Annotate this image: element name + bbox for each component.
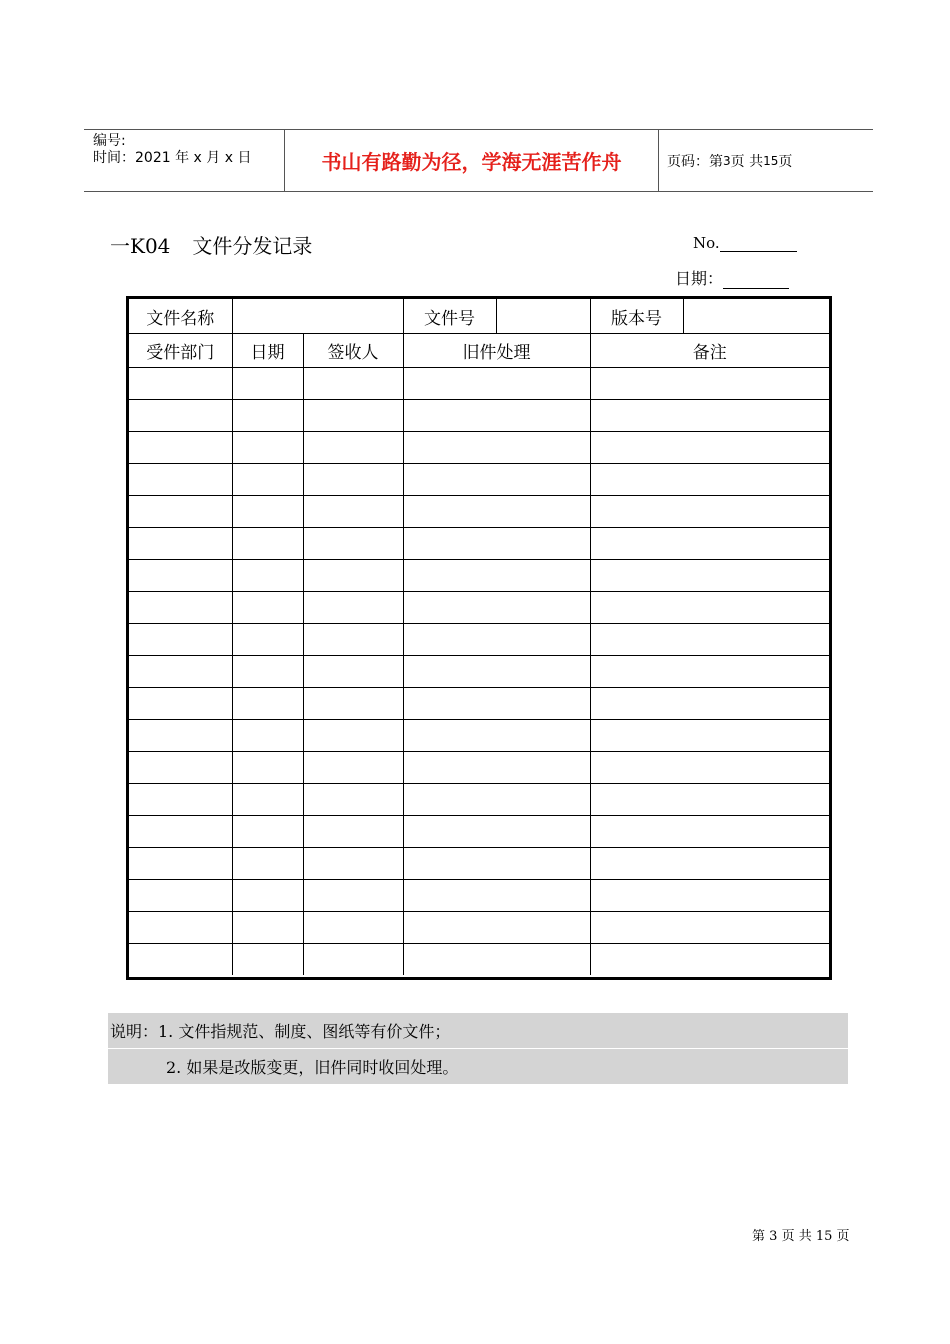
table-cell[interactable] bbox=[129, 560, 232, 592]
table-cell[interactable] bbox=[303, 560, 403, 592]
table-row bbox=[129, 528, 829, 560]
table-cell[interactable] bbox=[232, 400, 303, 432]
table-cell[interactable] bbox=[232, 688, 303, 720]
header-page-number bbox=[667, 130, 792, 191]
table-cell[interactable] bbox=[232, 464, 303, 496]
column-header: 备注 bbox=[590, 334, 829, 368]
table-cell[interactable] bbox=[590, 400, 829, 432]
table-cell[interactable] bbox=[303, 848, 403, 880]
table-cell[interactable] bbox=[303, 816, 403, 848]
version-cell[interactable] bbox=[683, 299, 829, 334]
table-cell[interactable] bbox=[403, 816, 590, 848]
table-row bbox=[129, 784, 829, 816]
page-footer bbox=[752, 1225, 850, 1244]
table-cell[interactable] bbox=[403, 944, 590, 976]
table-cell[interactable] bbox=[303, 912, 403, 944]
distribution-table bbox=[126, 296, 832, 980]
table-cell[interactable] bbox=[129, 624, 232, 656]
table-cell[interactable] bbox=[403, 784, 590, 816]
page-current: 3 bbox=[723, 153, 731, 168]
table-cell[interactable] bbox=[303, 464, 403, 496]
table-cell[interactable] bbox=[590, 528, 829, 560]
form-code: 一K04 bbox=[110, 234, 171, 258]
note-item: 2. 如果是改版变更，旧件同时收回处理。 bbox=[108, 1049, 848, 1084]
table-cell[interactable] bbox=[403, 624, 590, 656]
serial-label: 编号: bbox=[93, 133, 126, 149]
table-cell[interactable] bbox=[590, 752, 829, 784]
table-row bbox=[129, 496, 829, 528]
table-row bbox=[129, 720, 829, 752]
form-title-text: 文件分发记录 bbox=[192, 234, 313, 258]
table-cell[interactable] bbox=[590, 912, 829, 944]
footer-prefix: 第 bbox=[752, 1229, 766, 1244]
table-cell[interactable] bbox=[232, 432, 303, 464]
table-cell[interactable] bbox=[403, 688, 590, 720]
table-cell[interactable] bbox=[303, 528, 403, 560]
table-cell[interactable] bbox=[590, 368, 829, 400]
table-cell[interactable] bbox=[403, 912, 590, 944]
table-row bbox=[129, 752, 829, 784]
table-cell[interactable] bbox=[403, 496, 590, 528]
form-date bbox=[675, 266, 789, 289]
version-label: 版本号 bbox=[590, 299, 683, 334]
table-row bbox=[129, 816, 829, 848]
header-motto: 书山有路勤为径，学海无涯苦作舟 bbox=[321, 150, 622, 174]
table-cell[interactable] bbox=[232, 592, 303, 624]
table-cell[interactable] bbox=[129, 688, 232, 720]
table-cell[interactable] bbox=[232, 496, 303, 528]
table-cell[interactable] bbox=[403, 432, 590, 464]
table-cell[interactable] bbox=[129, 464, 232, 496]
table-cell[interactable] bbox=[403, 528, 590, 560]
table-cell[interactable] bbox=[232, 848, 303, 880]
table-row bbox=[129, 656, 829, 688]
table-cell[interactable] bbox=[232, 560, 303, 592]
table-cell[interactable] bbox=[303, 688, 403, 720]
file-name-label: 文件名称 bbox=[129, 299, 232, 334]
table-cell[interactable] bbox=[303, 944, 403, 976]
page-total: 15 bbox=[763, 153, 779, 168]
file-name-cell[interactable] bbox=[232, 299, 403, 334]
notes bbox=[108, 1013, 848, 1085]
table-cell[interactable] bbox=[232, 944, 303, 976]
table-cell[interactable] bbox=[590, 560, 829, 592]
table-row bbox=[129, 912, 829, 944]
table-cell[interactable] bbox=[303, 368, 403, 400]
table-cell[interactable] bbox=[129, 368, 232, 400]
table-row bbox=[129, 592, 829, 624]
table-row bbox=[129, 560, 829, 592]
table-row bbox=[129, 400, 829, 432]
table-cell[interactable] bbox=[403, 720, 590, 752]
table-cell[interactable] bbox=[232, 624, 303, 656]
table-cell[interactable] bbox=[129, 592, 232, 624]
table-row bbox=[129, 368, 829, 400]
table-cell[interactable] bbox=[303, 752, 403, 784]
table-cell[interactable] bbox=[232, 880, 303, 912]
file-info-row bbox=[129, 299, 829, 334]
file-no-cell[interactable] bbox=[496, 299, 590, 334]
table-cell[interactable] bbox=[403, 368, 590, 400]
table-cell[interactable] bbox=[590, 464, 829, 496]
table-cell[interactable] bbox=[590, 624, 829, 656]
table-cell[interactable] bbox=[590, 656, 829, 688]
table-cell[interactable] bbox=[232, 752, 303, 784]
table-cell[interactable] bbox=[403, 400, 590, 432]
table-cell[interactable] bbox=[403, 592, 590, 624]
page-header bbox=[84, 129, 873, 192]
page-prefix: 页码：第 bbox=[667, 153, 723, 170]
date-blank[interactable] bbox=[723, 269, 789, 289]
table-row bbox=[129, 944, 829, 976]
table-cell[interactable] bbox=[303, 400, 403, 432]
table-cell[interactable] bbox=[232, 784, 303, 816]
page-mid: 页 共 bbox=[730, 153, 764, 170]
table-cell[interactable] bbox=[303, 880, 403, 912]
table-cell[interactable] bbox=[590, 848, 829, 880]
table-cell[interactable] bbox=[303, 624, 403, 656]
column-header: 受件部门 bbox=[129, 334, 232, 368]
no-label: No. bbox=[693, 234, 720, 252]
header-meta bbox=[84, 130, 284, 191]
column-header: 旧件处理 bbox=[403, 334, 590, 368]
table-cell[interactable] bbox=[590, 688, 829, 720]
table-cell[interactable] bbox=[129, 432, 232, 464]
table-cell[interactable] bbox=[590, 432, 829, 464]
table-cell[interactable] bbox=[232, 912, 303, 944]
table-cell[interactable] bbox=[129, 784, 232, 816]
table-cell[interactable] bbox=[129, 400, 232, 432]
page-suffix: 页 bbox=[778, 153, 793, 170]
table-cell[interactable] bbox=[403, 656, 590, 688]
table-cell[interactable] bbox=[590, 784, 829, 816]
table-cell[interactable] bbox=[590, 720, 829, 752]
table-row bbox=[129, 464, 829, 496]
table-cell[interactable] bbox=[232, 368, 303, 400]
header-divider bbox=[658, 130, 659, 191]
table-cell[interactable] bbox=[129, 752, 232, 784]
table-cell[interactable] bbox=[129, 912, 232, 944]
table-cell[interactable] bbox=[590, 944, 829, 976]
table-cell[interactable] bbox=[232, 816, 303, 848]
table-cell[interactable] bbox=[303, 784, 403, 816]
table-cell[interactable] bbox=[129, 848, 232, 880]
table-cell[interactable] bbox=[129, 944, 232, 976]
date-label: 日期： bbox=[675, 269, 724, 288]
table-row bbox=[129, 688, 829, 720]
table-cell[interactable] bbox=[129, 496, 232, 528]
table-cell[interactable] bbox=[129, 816, 232, 848]
column-header-row bbox=[129, 334, 829, 368]
table-cell[interactable] bbox=[303, 720, 403, 752]
table-row bbox=[129, 880, 829, 912]
table-cell[interactable] bbox=[232, 528, 303, 560]
table-cell[interactable] bbox=[403, 848, 590, 880]
footer-current: 3 bbox=[769, 1229, 778, 1244]
no-blank[interactable] bbox=[720, 234, 797, 252]
table-cell[interactable] bbox=[590, 816, 829, 848]
table-cell[interactable] bbox=[129, 528, 232, 560]
note-item: 说明：1. 文件指规范、制度、图纸等有价文件； bbox=[108, 1013, 848, 1048]
table-cell[interactable] bbox=[129, 720, 232, 752]
table-row bbox=[129, 848, 829, 880]
table-cell[interactable] bbox=[303, 656, 403, 688]
file-no-label: 文件号 bbox=[403, 299, 496, 334]
table-cell[interactable] bbox=[303, 496, 403, 528]
column-header: 签收人 bbox=[303, 334, 403, 368]
table-cell[interactable] bbox=[590, 496, 829, 528]
table-cell[interactable] bbox=[129, 656, 232, 688]
table-row bbox=[129, 624, 829, 656]
table-cell[interactable] bbox=[232, 720, 303, 752]
time-label: 时间：2021 年 x 月 x 日 bbox=[93, 150, 252, 166]
table-cell[interactable] bbox=[232, 656, 303, 688]
table-cell[interactable] bbox=[590, 880, 829, 912]
footer-suffix: 页 bbox=[836, 1229, 850, 1244]
form-number bbox=[693, 234, 797, 252]
table-row bbox=[129, 432, 829, 464]
column-header: 日期 bbox=[232, 334, 303, 368]
table-cell[interactable] bbox=[403, 560, 590, 592]
table-cell[interactable] bbox=[129, 880, 232, 912]
footer-mid: 页 共 bbox=[781, 1229, 812, 1244]
table-cell[interactable] bbox=[590, 592, 829, 624]
table-cell[interactable] bbox=[303, 592, 403, 624]
table-cell[interactable] bbox=[403, 464, 590, 496]
table-cell[interactable] bbox=[303, 432, 403, 464]
table-cell[interactable] bbox=[403, 880, 590, 912]
form-title bbox=[110, 230, 312, 259]
footer-total: 15 bbox=[815, 1229, 833, 1244]
table-cell[interactable] bbox=[403, 752, 590, 784]
